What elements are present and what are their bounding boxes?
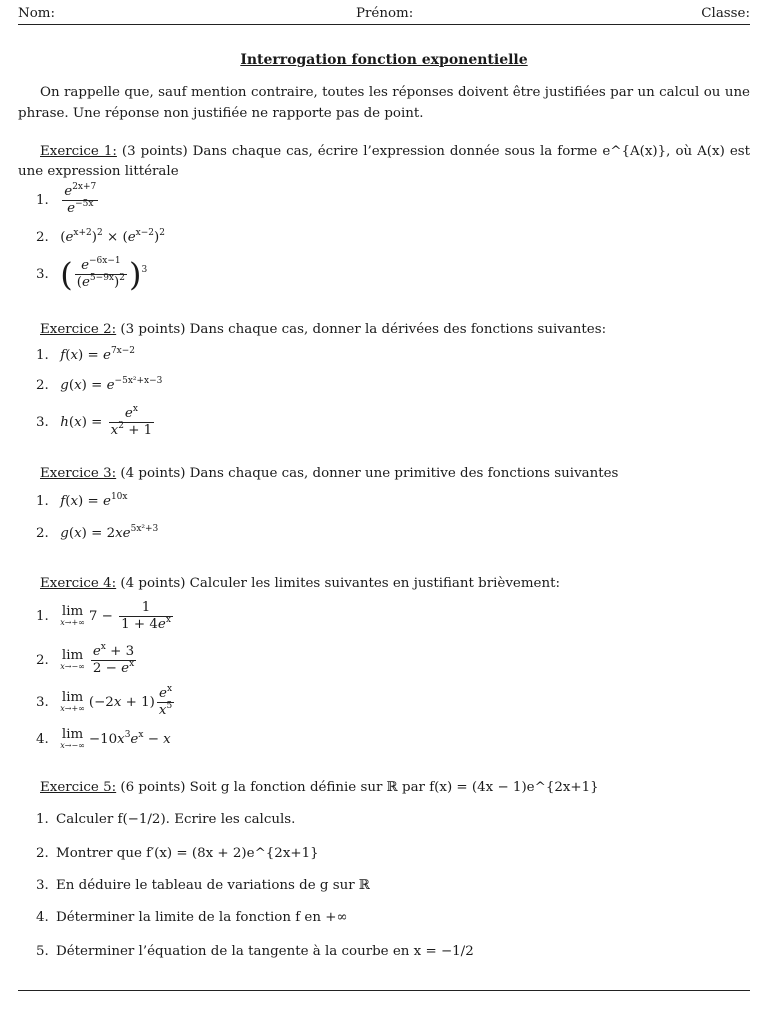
exercise-4-item-3: 3. lim x→+∞ (−2x + 1) $\frac{e^x}{x^5}$ bbox=[36, 684, 173, 718]
exercise-4-text: (4 points) Calculer les limites suivantes en justifiant brièvement: bbox=[116, 576, 560, 591]
exercise-5-item-1: 1. Calculer f(−1/2). Ecrire les calculs. bbox=[36, 812, 296, 827]
exercise-1-title: Exercice 1: bbox=[40, 144, 117, 159]
exercise-1-text: (3 points) Dans chaque cas, écrire l’expression donnée sous la forme e^{A(x)}, où A(x) est une expression littérale bbox=[18, 144, 750, 179]
nom-label: Nom: bbox=[18, 6, 55, 21]
exercise-5-text: (6 points) Soit g la fonction définie sur ℝ par f(x) = (4x − 1)e^{2x+1} bbox=[116, 780, 599, 795]
exercise-3-item-1: 1. $f(x) = e^{10x}$ bbox=[36, 492, 128, 509]
exercise-5-item-3: 3. En déduire le tableau de variations de g sur ℝ bbox=[36, 878, 370, 893]
exercise-1-item-2: 2. $(e^{x+2})^2 \times (e^{x-2})^2$ bbox=[36, 228, 165, 245]
page-title: Interrogation fonction exponentielle bbox=[240, 52, 528, 68]
exercise-3-item-2: 2. $g(x) = 2xe^{5x^2+3}$ bbox=[36, 524, 159, 541]
exercise-2-title: Exercice 2: bbox=[40, 322, 117, 337]
exercise-4-item-1: 1. lim x→+∞ 7 − $\frac{1}{1 + 4e^x}$ bbox=[36, 600, 171, 632]
exercise-5-title: Exercice 5: bbox=[40, 780, 117, 795]
exercise-5-item-5: 5. Déterminer l’équation de la tangente à la courbe en x = −1/2 bbox=[36, 944, 474, 959]
exercise-2-statement bbox=[18, 320, 750, 340]
header-rule bbox=[18, 24, 750, 25]
exercise-4-item-2: 2. lim x→−∞ $\frac{e^x + 3}{2 - e^x}$ bbox=[36, 642, 135, 676]
header-bar bbox=[18, 6, 750, 24]
exercise-2-text: (3 points) Dans chaque cas, donner la dérivées des fonctions suivantes: bbox=[116, 322, 607, 337]
exercise-1-statement bbox=[18, 142, 750, 182]
exercise-5-statement bbox=[18, 778, 750, 798]
exercise-1-item-3: 3. ( $\frac{e^{-6x-1}}{(e^{5-9x})^2}$ )$^3$ bbox=[36, 255, 148, 294]
exercise-4-title: Exercice 4: bbox=[40, 576, 117, 591]
exercise-3-title: Exercice 3: bbox=[40, 466, 117, 481]
exercise-4-item-4: 4. lim x→−∞ $-10x^3e^x - x$ bbox=[36, 727, 171, 750]
exercise-5-item-2: 2. Montrer que f′(x) = (8x + 2)e^{2x+1} bbox=[36, 846, 319, 861]
exercise-4-statement bbox=[18, 574, 750, 594]
exercise-2-item-2: 2. $g(x) = e^{-5x^2+x-3}$ bbox=[36, 376, 163, 393]
exercise-1-item-1: 1. $\frac{e^{2x+7}}{e^{-5x}}$ bbox=[36, 182, 97, 216]
intro-paragraph: On rappelle que, sauf mention contraire, toutes les réponses doivent être justifiées par un calcul ou une phrase. Une réponse non justifiée ne rapporte pas de point. bbox=[18, 85, 750, 121]
exercise-2-item-3: 3. h(x) = $\frac{e^x}{x^2 + 1}$ bbox=[36, 404, 153, 438]
exercise-3-statement bbox=[18, 464, 750, 484]
footer-rule bbox=[18, 990, 750, 991]
exercise-2-item-1: 1. $f(x) = e^{7x-2}$ bbox=[36, 346, 136, 363]
prenom-label: Prénom: bbox=[356, 6, 414, 21]
exercise-3-text: (4 points) Dans chaque cas, donner une primitive des fonctions suivantes bbox=[116, 466, 619, 481]
classe-label: Classe: bbox=[701, 6, 750, 21]
exercise-5-item-4: 4. Déterminer la limite de la fonction f en +∞ bbox=[36, 910, 348, 925]
